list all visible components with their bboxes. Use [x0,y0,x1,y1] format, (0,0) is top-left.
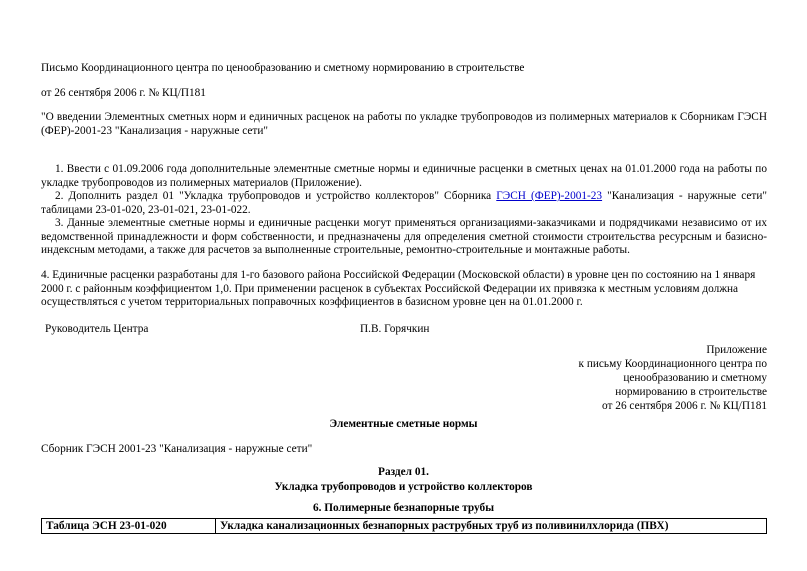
signature-name: П.В. Горячкин [360,323,430,335]
item-2-text-after: "Канализация - наружные сети" таблицами 23-01-020, 23-01-021, 23-01-022. [41,190,767,216]
table-code-cell: Таблица ЭСН 23-01-020 [42,519,216,534]
signature-position: Руководитель Центра [45,323,149,335]
appendix-line-2: к письму Координационного центра по [578,358,767,370]
norms-collection: Сборник ГЭСН 2001-23 "Канализация - наружные сети" [41,443,313,455]
item-1: 1. Ввести с 01.09.2006 года дополнительные элементные сметные нормы и единичные расценки в сметных ценах на 01.01.2000 года на работы по укладке трубопроводов из полимерных материалов (Приложение). [41,163,767,189]
appendix-line-1: Приложение [706,344,767,356]
appendix-line-5: от 26 сентября 2006 г. № КЦ/П181 [602,400,767,412]
norms-heading: Элементные сметные нормы [329,418,478,430]
item-4: 4. Единичные расценки разработаны для 1-го базового района Российской Федерации (Московской области) в уровне цен по состоянию на 1 января 2000 г. с районным коэффициентом 1,0. При применении расценок в субъектах Российской Федерации их привязка к местным условиям должна осуществляться с учетом территориальных поправочных коэффициентов в базисном уровне цен на 01.01.2000 г. [41,269,756,309]
subsection-title: 6. Полимерные безнапорные трубы [312,502,495,514]
table-title-cell: Укладка канализационных безнапорных раструбных труб из поливинилхлорида (ПВХ) [216,519,767,534]
letter-title: Письмо Координационного центра по ценообразованию и сметному нормированию в строительстве [41,62,525,74]
section-number: Раздел 01. [378,466,429,478]
gesn-23-link[interactable]: ГЭСН (ФЕР)-2001-23 [496,190,603,202]
item-2-text-before: 2. Дополнить раздел 01 "Укладка трубопроводов и устройство коллекторов" Сборника [55,190,497,202]
letter-subject: "О введении Элементных сметных норм и единичных расценок на работы по укладке трубопроводов из полимерных материалов к Сборникам ГЭСН (ФЕР)-2001-23 "Канализация - наружные сети" [41,111,767,137]
item-3: 3. Данные элементные сметные нормы и единичные расценки могут применяться организациями-заказчиками и подрядчиками независимо от их ведомственной принадлежности и форм собственности, и предназначены для определения сметной стоимости строительства ресурсным и базисно-индексным методами, а также для расчетов за выполненные строительные, ремонтно-строительные и монтажные работы. [41,217,767,257]
item-2 [41,190,767,217]
section-title: Укладка трубопроводов и устройство коллекторов [274,481,533,493]
table-row [42,519,767,534]
letter-date: от 26 сентября 2006 г. № КЦ/П181 [41,87,206,99]
norms-table [41,518,767,534]
appendix-line-4: нормированию в строительстве [615,386,767,398]
appendix-line-3: ценообразованию и сметному [623,372,767,384]
